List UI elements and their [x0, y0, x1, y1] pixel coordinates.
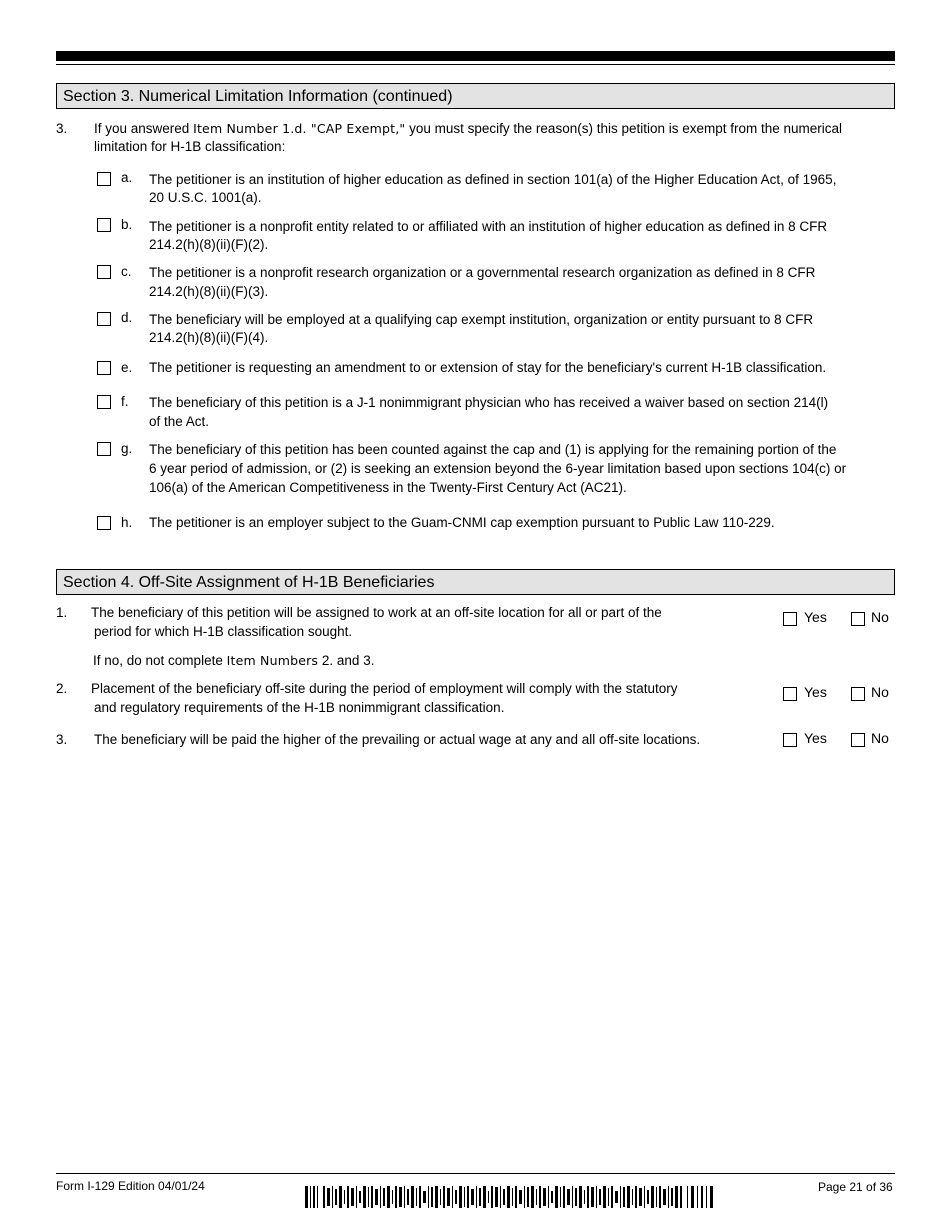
option-e-letter: e. — [121, 360, 133, 375]
option-c-line2: 214.2(h)(8)(ii)(F)(3). — [149, 284, 269, 299]
option-e-checkbox[interactable] — [97, 361, 111, 375]
s4-note-b: 2. and 3. — [318, 653, 375, 668]
barcode-image — [305, 1186, 713, 1208]
question-3-intro — [94, 119, 894, 138]
option-b-line2: 214.2(h)(8)(ii)(F)(2). — [149, 237, 269, 252]
s4-note-ref: Item Numbers — [226, 653, 319, 668]
option-e-line1: The petitioner is requesting an amendment to or extension of stay for the beneficiary's current H-1B classification. — [149, 360, 827, 375]
option-d-checkbox[interactable] — [97, 312, 111, 326]
option-h-line1: The petitioner is an employer subject to the Guam-CNMI cap exemption pursuant to Public Law 110-229. — [149, 515, 775, 530]
s4-question-2-line2: and regulatory requirements of the H-1B nonimmigrant classification. — [94, 700, 505, 715]
option-g-checkbox[interactable] — [97, 442, 111, 456]
s4-question-3-number: 3. — [56, 732, 68, 747]
s4-q2-no-checkbox[interactable] — [851, 687, 865, 701]
footer-form-edition: Form I-129 Edition 04/01/24 — [56, 1179, 205, 1193]
s4-note — [93, 651, 374, 670]
s4-q1-yes-label: Yes — [804, 609, 827, 625]
option-a-line2: 20 U.S.C. 1001(a). — [149, 190, 262, 205]
option-h-letter: h. — [121, 515, 133, 530]
question-3-number: 3. — [56, 121, 68, 136]
top-thin-rule — [56, 64, 895, 65]
option-g-letter: g. — [121, 441, 133, 456]
s4-question-1-line1: The beneficiary of this petition will be assigned to work at an off-site location for all or part of the — [91, 605, 662, 620]
s4-q2-yes-checkbox[interactable] — [783, 687, 797, 701]
s4-q2-yes-label: Yes — [804, 684, 827, 700]
option-d-letter: d. — [121, 310, 133, 325]
option-g-line2: 6 year period of admission, or (2) is seeking an extension beyond the 6-year limitation based upon sections 104(c) or — [149, 461, 847, 476]
option-b-checkbox[interactable] — [97, 218, 111, 232]
s4-q3-yes-label: Yes — [804, 730, 827, 746]
s4-q3-yes-checkbox[interactable] — [783, 733, 797, 747]
section-3-header: Section 3. Numerical Limitation Information (continued) — [56, 83, 895, 109]
s4-q3-no-checkbox[interactable] — [851, 733, 865, 747]
option-c-line1: The petitioner is a nonprofit research organization or a governmental research organization as defined in 8 CFR — [149, 265, 816, 280]
section-4-header: Section 4. Off-Site Assignment of H-1B Beneficiaries — [56, 569, 895, 595]
s4-question-3-line1: The beneficiary will be paid the higher of the prevailing or actual wage at any and all off-site locations. — [94, 732, 701, 747]
s4-q1-no-checkbox[interactable] — [851, 612, 865, 626]
s4-q1-yes-checkbox[interactable] — [783, 612, 797, 626]
option-a-checkbox[interactable] — [97, 172, 111, 186]
footer-page-number: Page 21 of 36 — [818, 1180, 893, 1194]
s4-question-1-number: 1. — [56, 605, 68, 620]
option-c-letter: c. — [121, 264, 132, 279]
s4-q3-no-label: No — [871, 730, 889, 746]
s4-question-2-number: 2. — [56, 681, 68, 696]
s4-question-2-line1: Placement of the beneficiary off-site during the period of employment will comply with the statutory — [91, 681, 678, 696]
s4-question-1-line2: period for which H-1B classification sought. — [94, 624, 353, 639]
option-d-line1: The beneficiary will be employed at a qualifying cap exempt institution, organization or entity pursuant to 8 CFR — [149, 312, 814, 327]
s4-note-a: If no, do not complete — [93, 653, 227, 668]
question-3-intro-b: you must specify the reason(s) this petition is exempt from the numerical — [405, 121, 843, 136]
option-g-line3: 106(a) of the American Competitiveness in the Twenty-First Century Act (AC21). — [149, 480, 627, 495]
footer-rule — [56, 1173, 895, 1174]
option-f-checkbox[interactable] — [97, 395, 111, 409]
s4-q1-no-label: No — [871, 609, 889, 625]
option-h-checkbox[interactable] — [97, 516, 111, 530]
top-thick-rule — [56, 51, 895, 61]
option-g-line1: The beneficiary of this petition has been counted against the cap and (1) is applying for the remaining portion of the — [149, 442, 837, 457]
option-a-line1: The petitioner is an institution of higher education as defined in section 101(a) of the Higher Education Act, of 1965, — [149, 172, 837, 187]
s4-q2-no-label: No — [871, 684, 889, 700]
option-f-letter: f. — [121, 394, 129, 409]
option-b-line1: The petitioner is a nonprofit entity related to or affiliated with an institution of higher education as defined in 8 CFR — [149, 219, 828, 234]
option-f-line2: of the Act. — [149, 414, 210, 429]
option-d-line2: 214.2(h)(8)(ii)(F)(4). — [149, 330, 269, 345]
question-3-intro-line2: limitation for H-1B classification: — [94, 139, 286, 154]
question-3-intro-ref: Item Number 1.d. "CAP Exempt," — [193, 121, 406, 136]
option-f-line1: The beneficiary of this petition is a J-1 nonimmigrant physician who has received a waiver based on section 214(l) — [149, 395, 829, 410]
option-c-checkbox[interactable] — [97, 265, 111, 279]
option-b-letter: b. — [121, 217, 133, 232]
option-a-letter: a. — [121, 170, 133, 185]
question-3-intro-a: If you answered — [94, 121, 194, 136]
